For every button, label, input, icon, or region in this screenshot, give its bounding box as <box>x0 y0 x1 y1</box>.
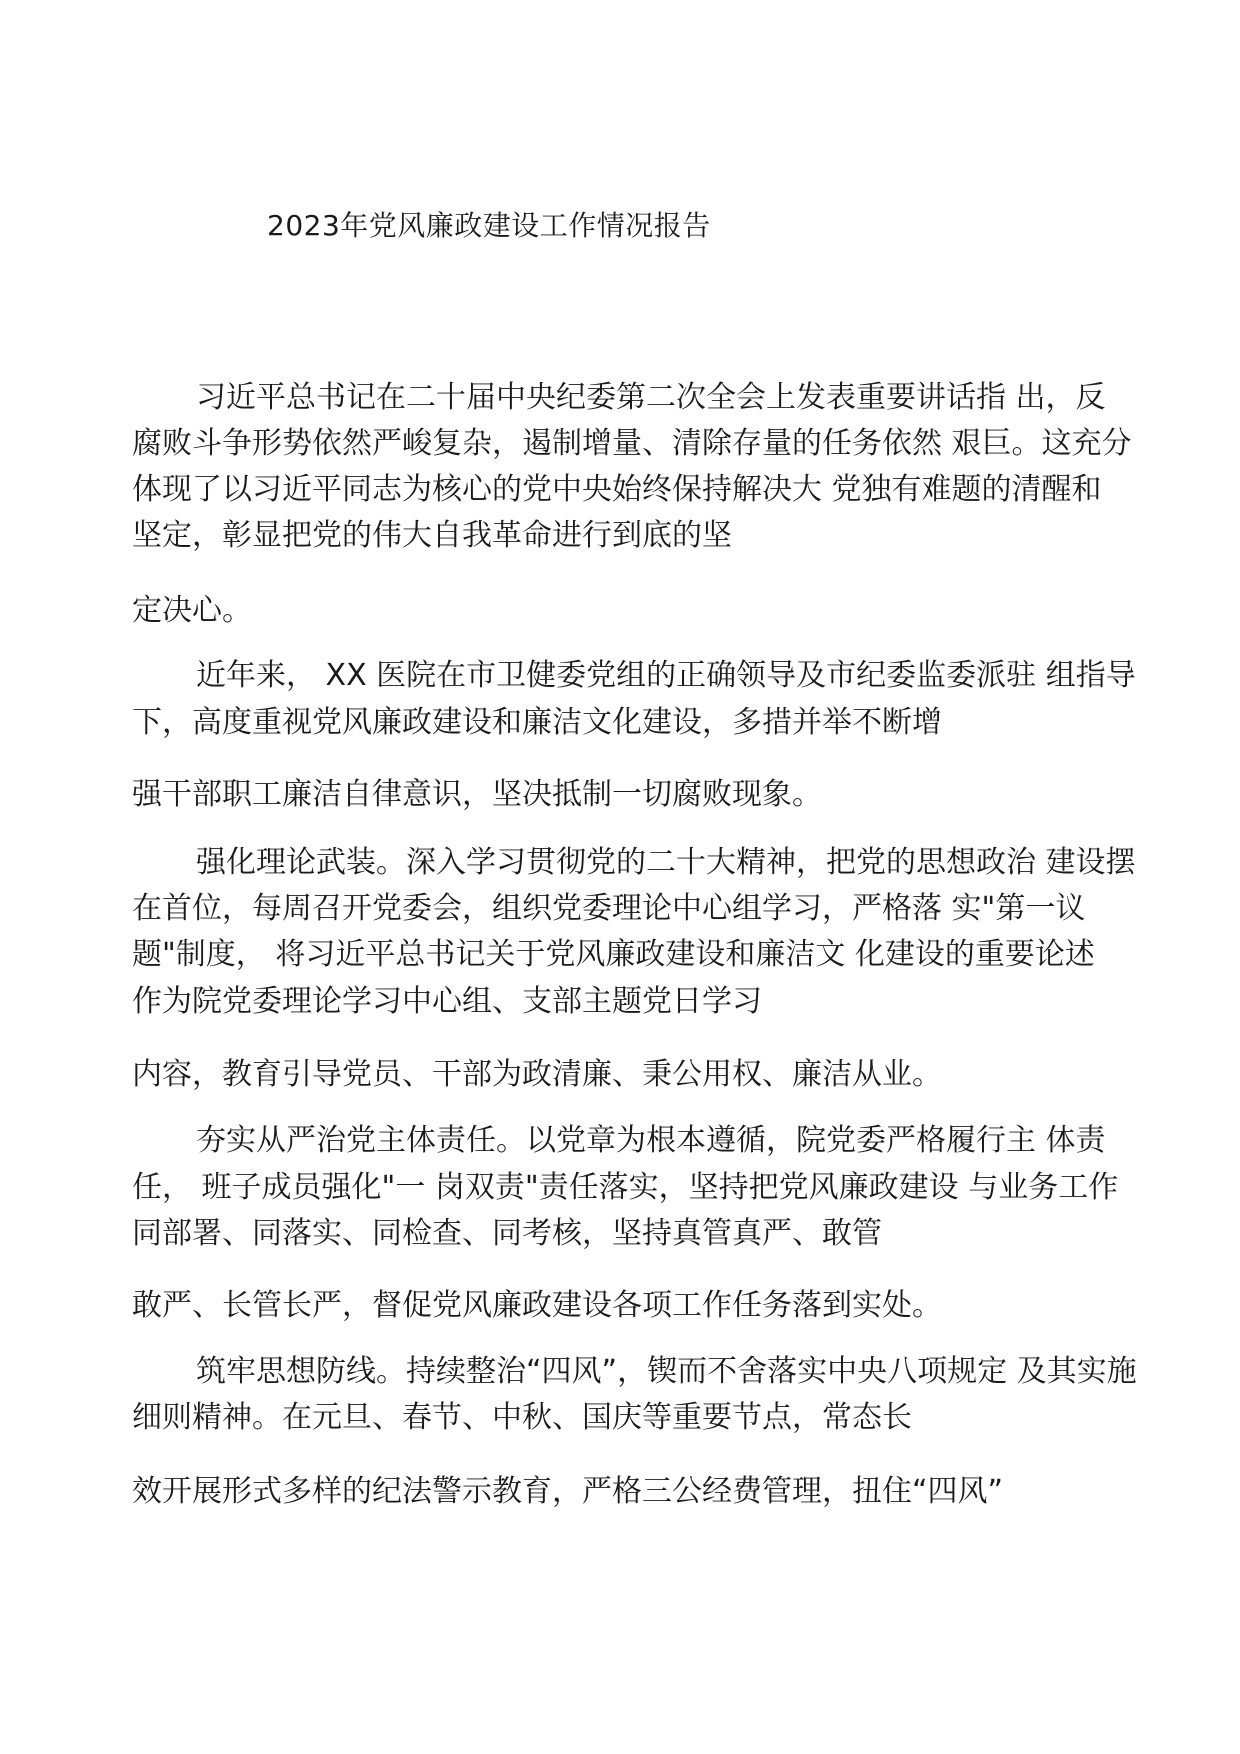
paragraph-2-line-3: 强干部职工廉洁自律意识，坚决抵制一切腐败现象。 <box>132 777 822 812</box>
paragraph-2-line-1: 近年来， XX 医院在市卫健委党组的正确领导及市纪委监委派驻 组指导 <box>196 658 1136 693</box>
paragraph-2-line-2: 下，高度重视党风廉政建设和廉洁文化建设，多措并举不断增 <box>132 705 942 740</box>
paragraph-1-line-4: 坚定，彰显把党的伟大自我革命进行到底的坚 <box>132 518 732 553</box>
paragraph-4-line-1: 夯实从严治党主体责任。以党章为根本遵循，院党委严格履行主 体责 <box>196 1123 1106 1158</box>
paragraph-5-line-2: 细则精神。在元旦、春节、中秋、国庆等重要节点，常态长 <box>132 1400 912 1435</box>
paragraph-1-line-5: 定决心。 <box>132 593 252 628</box>
paragraph-4-line-2: 任， 班子成员强化"一 岗双责"责任落实，坚持把党风廉政建设 与业务工作 <box>132 1170 1119 1205</box>
paragraph-3-line-3: 题"制度， 将习近平总书记关于党风廉政建设和廉洁文 化建设的重要论述 <box>132 937 1095 972</box>
paragraph-1-line-1: 习近平总书记在二十届中央纪委第二次全会上发表重要讲话指 出，反 <box>196 380 1106 415</box>
paragraph-4-line-4: 敢严、长管长严，督促党风廉政建设各项工作任务落到实处。 <box>132 1288 942 1323</box>
paragraph-3-line-1: 强化理论武装。深入学习贯彻党的二十大精神，把党的思想政治 建设摆 <box>196 845 1136 880</box>
paragraph-3-line-5: 内容，教育引导党员、干部为政清廉、秉公用权、廉洁从业。 <box>132 1057 942 1092</box>
paragraph-4-line-3: 同部署、同落实、同检查、同考核，坚持真管真严、敢管 <box>132 1216 882 1251</box>
paragraph-3-line-4: 作为院党委理论学习中心组、支部主题党日学习 <box>132 984 762 1019</box>
paragraph-1-line-2: 腐败斗争形势依然严峻复杂，遏制增量、清除存量的任务依然 艰巨。这充分 <box>132 426 1132 461</box>
paragraph-5-line-3: 效开展形式多样的纪法警示教育，严格三公经费管理，扭住“四风” <box>132 1474 1004 1509</box>
paragraph-3-line-2: 在首位，每周召开党委会，组织党委理论中心组学习，严格落 实"第一议 <box>132 891 1086 926</box>
paragraph-5-line-1: 筑牢思想防线。持续整治“四风”，锲而不舍落实中央八项规定 及其实施 <box>196 1354 1137 1389</box>
paragraph-1-line-3: 体现了以习近平同志为核心的党中央始终保持解决大 党独有难题的清醒和 <box>132 472 1102 507</box>
document-title: 2023年党风廉政建设工作情况报告 <box>267 209 711 242</box>
